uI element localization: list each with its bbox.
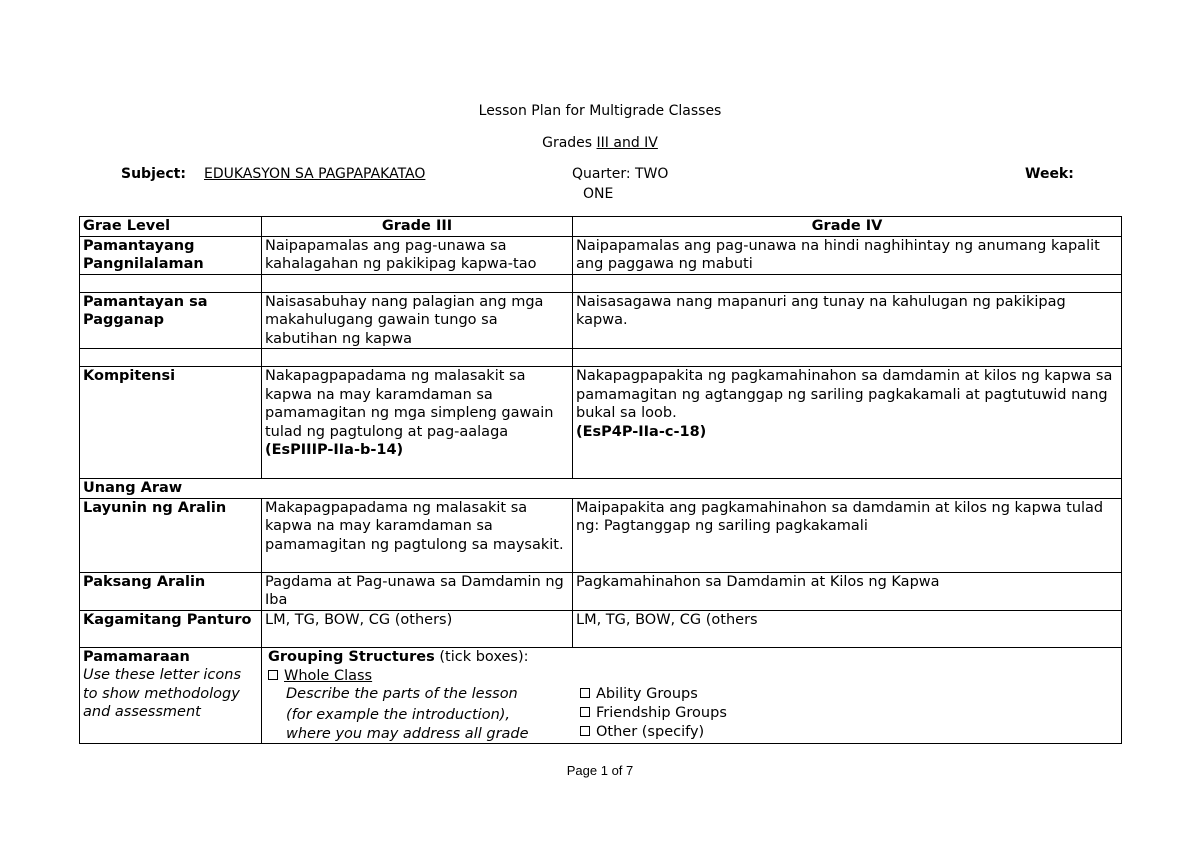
grade-iii-cell: Naipapamalas ang pag-unawa sa kahalagahan ng pakikipag kapwa-tao bbox=[262, 236, 573, 274]
row-label: Pamantayan sa Pagganap bbox=[80, 292, 262, 349]
row-label: Layunin ng Aralin bbox=[80, 498, 262, 572]
checkbox-icon[interactable] bbox=[580, 707, 590, 717]
grade-iii-cell: LM, TG, BOW, CG (others) bbox=[262, 610, 573, 647]
grouping-label: Grouping Structures bbox=[268, 648, 435, 665]
describe-line-1: Describe the parts of the lesson bbox=[286, 685, 518, 702]
competency-code: (EsPIIIP-IIa-b-14) bbox=[265, 442, 404, 458]
week-label: Week: bbox=[1025, 166, 1074, 182]
quarter-value-line2: ONE bbox=[583, 186, 614, 202]
grouping-suffix: (tick boxes): bbox=[434, 648, 529, 665]
header-grade-iv: Grade IV bbox=[573, 217, 1122, 237]
subject-value: EDUKASYON SA PAGPAPAKATAO bbox=[204, 166, 426, 182]
row-pamantayan-sa-pagganap bbox=[80, 292, 1122, 349]
grade-iv-cell: Maipapakita ang pagkamahinahon sa damdamin at kilos ng kapwa tulad ng: Pagtanggap ng sariling pagkakamali bbox=[573, 498, 1122, 572]
ability-groups-label: Ability Groups bbox=[596, 685, 698, 702]
grade-iv-cell: Pagkamahinahon sa Damdamin at Kilos ng Kapwa bbox=[573, 572, 1122, 610]
whole-class-label: Whole Class bbox=[284, 667, 373, 684]
row-label: Pamamaraan bbox=[83, 648, 190, 665]
checkbox-icon[interactable] bbox=[580, 688, 590, 698]
describe-line-2: (for example the introduction), bbox=[286, 706, 511, 723]
whole-class-option[interactable] bbox=[268, 667, 372, 686]
spacer-row bbox=[80, 274, 1122, 292]
other-option[interactable] bbox=[580, 723, 704, 742]
grade-iv-cell bbox=[573, 367, 1122, 479]
row-label-cell bbox=[80, 647, 262, 743]
row-layunin bbox=[80, 498, 1122, 572]
header-grade-iii: Grade III bbox=[262, 217, 573, 237]
grade-iii-cell bbox=[262, 367, 573, 479]
row-pamantayang-pangnilalaman bbox=[80, 236, 1122, 274]
grade-iv-cell: Naipapamalas ang pag-unawa na hindi naghihintay ng anumang kapalit ang paggawa ng mabuti bbox=[573, 236, 1122, 274]
describe-line-3: where you may address all grade bbox=[286, 725, 529, 742]
header-grade-level: Grae Level bbox=[80, 217, 262, 237]
friendship-groups-option[interactable] bbox=[580, 704, 727, 723]
checkbox-icon[interactable] bbox=[580, 726, 590, 736]
row-label: Paksang Aralin bbox=[80, 572, 262, 610]
row-kompitensi bbox=[80, 367, 1122, 479]
grade-iii-cell: Pagdama at Pag-unawa sa Damdamin ng Iba bbox=[262, 572, 573, 610]
lesson-plan-table bbox=[79, 216, 1122, 744]
row-unang-araw bbox=[80, 479, 1122, 499]
spacer-row bbox=[80, 349, 1122, 367]
row-paksang-aralin bbox=[80, 572, 1122, 610]
competency-text: Nakapagpapakita ng pagkamahinahon sa damdamin at kilos ng kapwa sa pamamagitan ng agtanggap ng sariling pagkakamali at pagtutuwid nang bukal sa loob. bbox=[576, 368, 1113, 421]
competency-code: (EsP4P-IIa-c-18) bbox=[576, 423, 707, 440]
ability-groups-option[interactable] bbox=[580, 685, 698, 704]
grades-prefix: Grades bbox=[542, 135, 597, 151]
subject-label: Subject: bbox=[121, 166, 186, 182]
page-number: Page 1 of 7 bbox=[566, 763, 634, 778]
grade-iv-cell: LM, TG, BOW, CG (others bbox=[573, 610, 1122, 647]
row-label: Kompitensi bbox=[80, 367, 262, 479]
other-label: Other (specify) bbox=[596, 723, 705, 740]
row-kagamitang-panturo bbox=[80, 610, 1122, 647]
grouping-structures-cell bbox=[262, 647, 1122, 743]
friendship-groups-label: Friendship Groups bbox=[596, 704, 727, 721]
grade-iii-cell: Makapagpapadama ng malasakit sa kapwa na may karamdaman sa pamamagitan ng pagtulong sa maysakit. bbox=[262, 498, 573, 572]
row-pamamaraan bbox=[80, 647, 1122, 743]
table-header-row bbox=[80, 217, 1122, 237]
grade-iv-cell: Naisasagawa nang mapanuri ang tunay na kahulugan ng pakikipag kapwa. bbox=[573, 292, 1122, 349]
checkbox-icon[interactable] bbox=[268, 670, 278, 680]
day-label: Unang Araw bbox=[80, 479, 1122, 499]
methodology-note: Use these letter icons to show methodology and assessment bbox=[83, 667, 242, 720]
grades-line bbox=[0, 134, 1200, 152]
grouping-structures-heading bbox=[268, 648, 529, 667]
competency-text: Nakapagpapadama ng malasakit sa kapwa na may karamdaman sa pamamagitan ng mga simpleng gawain tulad ng pagtulong at pag-aalaga bbox=[265, 368, 554, 440]
quarter-label: Quarter: TWO bbox=[572, 166, 669, 182]
row-label: Pamantayang Pangnilalaman bbox=[80, 236, 262, 274]
row-label: Kagamitang Panturo bbox=[80, 610, 262, 647]
grades-value: III and IV bbox=[596, 135, 658, 151]
document-title: Lesson Plan for Multigrade Classes bbox=[478, 103, 722, 119]
grade-iii-cell: Naisasabuhay nang palagian ang mga makahulugang gawain tungo sa kabutihan ng kapwa bbox=[262, 292, 573, 349]
